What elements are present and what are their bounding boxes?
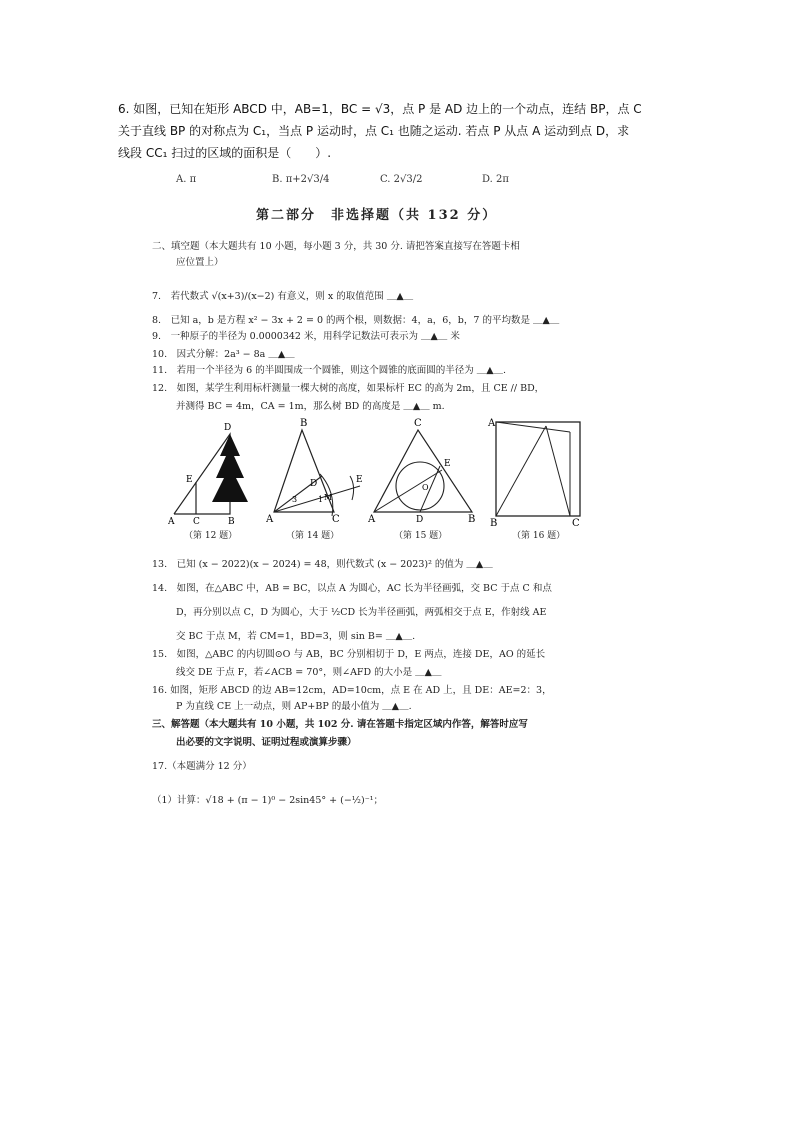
question-15-line2: 线交 DE 于点 F，若∠ACB = 70°，则∠AFD 的大小是 ＿▲＿ [176, 667, 442, 678]
q6-option-b: B. π+2√3/4 [272, 174, 330, 185]
question-7: 7. 若代数式 √(x+3)/(x−2) 有意义，则 x 的取值范围 ＿▲＿ [152, 291, 414, 302]
fig12-label-c: C [193, 517, 200, 526]
fig14-label-m: M [324, 493, 333, 502]
q6-option-a: A. π [176, 174, 197, 185]
fig12-label-b: B [228, 517, 235, 526]
q6-line3: 线段 CC₁ 扫过的区域的面积是（ ）. [118, 146, 332, 160]
fig14-label-1: 1 [318, 495, 324, 504]
fig15-label-c: C [414, 418, 422, 429]
section2-heading2: 应位置上） [176, 257, 224, 268]
fig15-label-a: A [368, 514, 376, 525]
q6-line2: 关于直线 BP 的对称点为 C₁，当点 P 运动时，点 C₁ 也随之运动. 若点 P 从点 A 运动到点 D，求 [118, 124, 630, 138]
fig14-label-c: C [332, 514, 340, 525]
question-17-part1: （1）计算：√18 + (π − 1)⁰ − 2sin45° + (−½)⁻¹； [152, 795, 384, 806]
fig16-label-b: B [490, 518, 498, 528]
question-9: 9. 一种原子的半径为 0.0000342 米，用科学记数法可表示为 ＿▲＿ 米 [152, 331, 460, 342]
fig15-label-o: O [422, 483, 429, 492]
question-10: 10. 因式分解：2a³ − 8a ＿▲＿ [152, 349, 295, 360]
q6-option-c: C. 2√3/2 [380, 174, 423, 185]
question-17: 17.（本题满分 12 分） [152, 761, 252, 772]
section3-heading: 三、解答题（本大题共有 10 小题，共 102 分. 请在答题卡指定区域内作答，解答时应写 [152, 719, 528, 730]
question-12-line1: 12. 如图，某学生利用标杆测量一棵大树的高度，如果标杆 EC 的高为 2m，且 CE // BD， [152, 383, 545, 394]
question-11: 11. 若用一个半径为 6 的半圆围成一个圆锥，则这个圆锥的底面圆的半径为 ＿▲＿. [152, 365, 507, 376]
q6-options [176, 170, 676, 202]
fig15-label-e: E [444, 459, 451, 469]
fig12-label-e: E [186, 475, 193, 485]
question-16-line2: P 为直线 CE 上一动点，则 AP+BP 的最小值为 ＿▲＿. [176, 701, 412, 712]
fig14-label-b: B [300, 418, 308, 429]
question-14-line1: 14. 如图，在△ABC 中，AB = BC，以点 A 为圆心，AC 长为半径画弧，交 BC 于点 C 和点 [152, 583, 552, 594]
figures-row [168, 416, 598, 546]
question-13: 13. 已知 (x − 2022)(x − 2024) = 48，则代数式 (x − 2023)² 的值为 ＿▲＿ [152, 559, 493, 570]
fig14-label-d: D [310, 479, 318, 489]
section3-heading2: 出必要的文字说明、证明过程或演算步骤） [176, 737, 357, 748]
figure-14 [266, 416, 366, 526]
question-14-line3: 交 BC 于点 M，若 CM=1，BD=3，则 sin B= ＿▲＿. [176, 631, 416, 642]
fig12-label-d: D [224, 423, 232, 433]
figure-16 [486, 416, 596, 528]
caption-fig15: （第 15 题） [394, 531, 448, 541]
q6-line1: 6. 如图，已知在矩形 ABCD 中，AB=1，BC = √3，点 P 是 AD 边上的一个动点，连结 BP，点 C [118, 102, 642, 116]
section2-title: 第二部分 非选择题（共 132 分） [256, 208, 498, 223]
caption-fig14: （第 14 题） [286, 531, 340, 541]
question-14-line2: D，再分别以点 C，D 为圆心，大于 ½CD 长为半径画弧，两弧相交于点 E，作射线 AE [176, 607, 547, 618]
caption-fig12: （第 12 题） [184, 531, 238, 541]
question-6 [118, 98, 678, 164]
fig15-label-d: D [416, 515, 424, 525]
question-16-line1: 16. 如图，矩形 ABCD 的边 AB=12cm，AD=10cm，点 E 在 AD 上，且 DE：AE=2：3， [152, 685, 552, 696]
fig16-label-c: C [572, 518, 580, 528]
question-15-line1: 15. 如图，△ABC 的内切圆⊙O 与 AB，BC 分别相切于 D，E 两点，连接 DE，AO 的延长 [152, 649, 546, 660]
fig15-label-b: B [468, 514, 476, 525]
section2-heading: 二、填空题（本大题共有 10 小题，每小题 3 分，共 30 分. 请把答案直接写在答题卡相 [152, 241, 520, 252]
question-8: 8. 已知 a，b 是方程 x² − 3x + 2 = 0 的两个根，则数据：4，a，6，b，7 的平均数是 ＿▲＿ [152, 315, 560, 326]
figure-15 [368, 416, 478, 526]
fig14-label-e: E [356, 475, 363, 485]
fig14-label-a: A [266, 514, 274, 525]
fig16-label-a: A [488, 418, 496, 429]
question-12-line2: 并测得 BC = 4m，CA = 1m，那么树 BD 的高度是 ＿▲＿ m. [176, 401, 445, 412]
q6-option-d: D. 2π [482, 174, 509, 185]
caption-fig16: （第 16 题） [512, 531, 566, 541]
fig14-label-3: 3 [292, 495, 298, 504]
figure-12 [168, 416, 248, 526]
fig12-label-a: A [168, 517, 175, 526]
